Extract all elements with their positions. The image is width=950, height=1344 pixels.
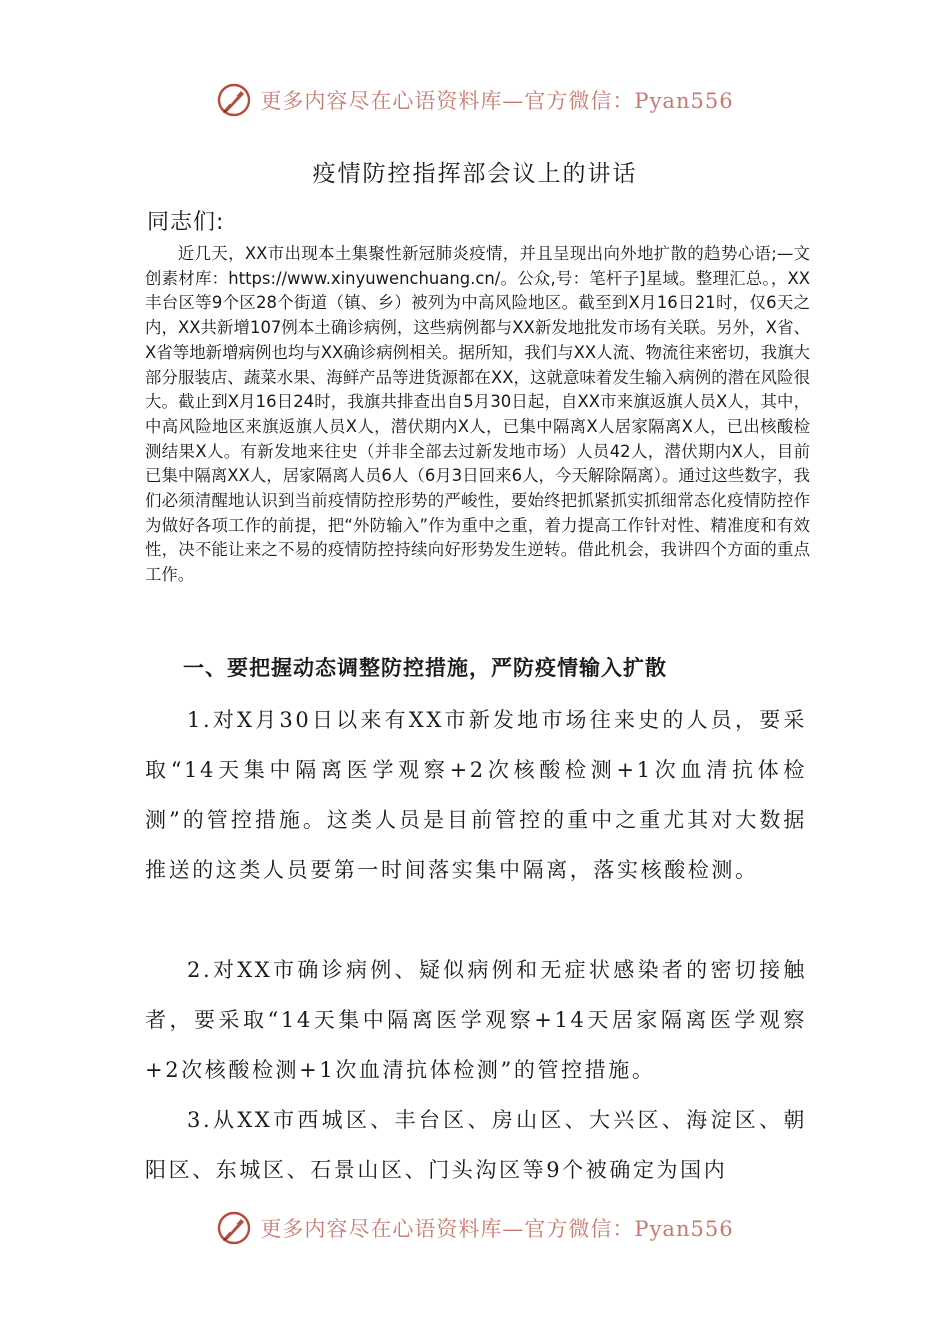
pen-logo-icon [216, 82, 252, 118]
salutation: 同志们: [147, 210, 225, 235]
pen-logo-icon [216, 1210, 252, 1246]
intro-paragraph: 近几天，XX市出现本土集聚性新冠肺炎疫情，并且呈现出向外地扩散的趋势心语;—文创素材库：https://www.xinyuwenchuang.cn/。公众,号：笔杆子]星域。整理汇总。，XX丰台区等9个区28个街道（镇、乡）被列为中高风险地区。截至到X月16日21时，仅6天之内，XX共新增107例本土确诊病例，这些病例都与XX新发地批发市场有关联。另外，X省、X省等地新增病例也均与XX确诊病例相关。据所知，我们与XX人流、物流往来密切，我旗大部分服装店、蔬菜水果、海鲜产品等进货源都在XX，这就意味着发生输入病例的潜在风险很大。截止到X月16日24时，我旗共排查出自5月30日起，自XX市来旗返旗人员X人，其中，中高风险地区来旗返旗人员X人，潜伏期内X人，已集中隔离X人居家隔离X人，已出核酸检测结果X人。有新发地来往史（并非全部去过新发地市场）人员42人，潜伏期内X人，目前已集中隔离XX人，居家隔离人员6人（6月3日回来6人，今天解除隔离）。通过这些数字，我们必须清醒地认识到当前疫情防控形势的严峻性，要始终把抓紧抓实抓细常态化疫情防控作为做好各项工作的前提，把“外防输入”作为重中之重，着力提高工作针对性、精准度和有效性，决不能让来之不易的疫情防控持续向好形势发生逆转。借此机会，我讲四个方面的重点工作。 [145, 244, 810, 585]
paragraph-1: 1.对X月30日以来有XX市新发地市场往来史的人员，要采取“14天集中隔离医学观察+2次核酸检测+1次血清抗体检测”的管控措施。这类人员是目前管控的重中之重尤其对大数据推送的这类人员要第一时间落实集中隔离，落实核酸检测。 [145, 708, 807, 882]
paragraph-3: 3.从XX市西城区、丰台区、房山区、大兴区、海淀区、朝阳区、东城区、石景山区、门头沟区等9个被确定为国内 [145, 1108, 807, 1182]
paragraph-2: 2.对XX市确诊病例、疑似病例和无症状感染者的密切接触者，要采取“14天集中隔离医学观察+14天居家隔离医学观察+2次核酸检测+1次血清抗体检测”的管控措施。 [145, 958, 807, 1082]
section-heading-1: 一、要把握动态调整防控措施，严防疫情输入扩散 [183, 655, 667, 680]
watermark-banner-bottom [0, 1210, 950, 1246]
watermark-text: 更多内容尽在心语资料库—官方微信：Pyan556 [260, 89, 734, 113]
document-title: 疫情防控指挥部会议上的讲话 [312, 161, 638, 187]
watermark-text: 更多内容尽在心语资料库—官方微信：Pyan556 [260, 1217, 734, 1241]
watermark-banner-top [0, 82, 950, 118]
